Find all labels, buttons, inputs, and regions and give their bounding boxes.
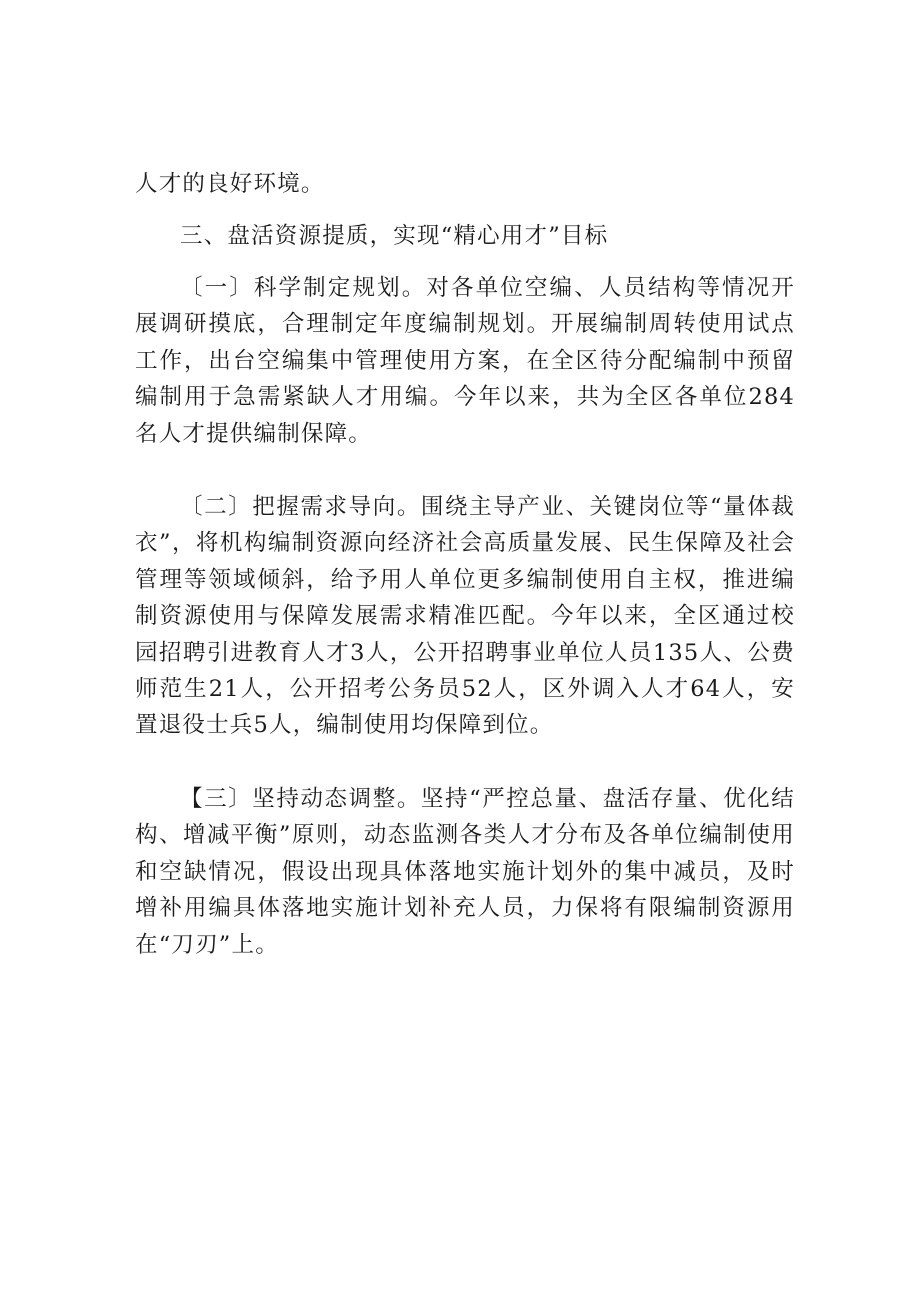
paragraph-continuation: 人才的良好环境。 xyxy=(135,171,325,197)
paragraph-demand-orientation: 〔二〕把握需求导向。围绕主导产业、关键岗位等“量体裁衣”，将机构编制资源向经济社会高质量发展、民生保障及社会管理等领域倾斜，给予用人单位更多编制使用自主权，推进编制资源使用与保障发展需求精准匹配。今年以来，全区通过校园招聘引进教育人才3人，公开招聘事业单位人员135人、公费师范生21人，公开招考公务员52人，区外调入人才64人，安置退役士兵5人，编制使用均保障到位。 xyxy=(135,494,795,739)
paragraph-dynamic-adjustment: 【三〕坚持动态调整。坚持“严控总量、盘活存量、优化结构、增减平衡”原则，动态监测各类人才分布及各单位编制使用和空缺情况，假设出现具体落地实施计划外的集中减员，及时增补用编具体落地实施计划补充人员，力保将有限编制资源用在“刀刃”上。 xyxy=(135,786,795,958)
section-heading-three: 三、盘活资源提质，实现“精心用才”目标 xyxy=(180,223,609,249)
paragraph-scientific-planning: 〔一〕科学制定规划。对各单位空编、人员结构等情况开展调研摸底，合理制定年度编制规划。开展编制周转使用试点工作，出台空编集中管理使用方案，在全区待分配编制中预留编制用于急需紧缺人才用编。今年以来，共为全区各单位284名人才提供编制保障。 xyxy=(135,275,795,447)
